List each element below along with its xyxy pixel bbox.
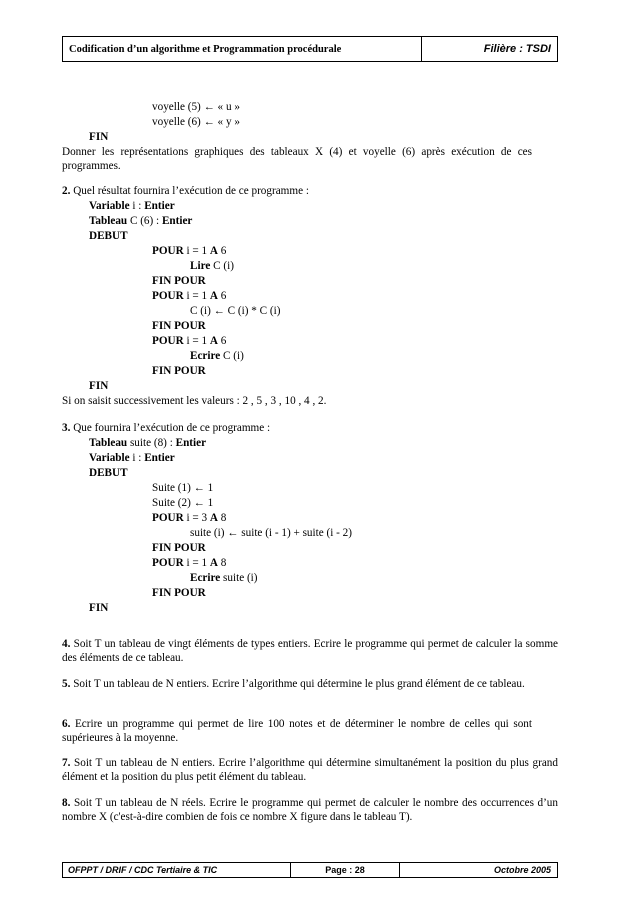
code-line: Ecrire C (i) (190, 350, 244, 362)
question-4: 4. Soit T un tableau de vingt éléments de types entiers. Ecrire le programme qui permet de calculer la somme des éléments de ce tableau. (62, 638, 558, 664)
code-line: Suite (2) ← 1 (152, 497, 214, 509)
code-line: Variable i : Entier (89, 200, 175, 212)
code-line: Ecrire suite (i) (190, 572, 258, 584)
code-fin: FIN (89, 380, 109, 392)
code-line: POUR i = 1 A 8 (152, 557, 227, 569)
code-line: voyelle (6) ← « y » (152, 116, 240, 128)
question-5: 5. Soit T un tableau de N entiers. Ecrire l’algorithme qui détermine le plus grand élément de ce tableau. (62, 678, 525, 690)
question-2-title: 2. Quel résultat fournira l’exécution de ce programme : (62, 185, 309, 197)
question-6: 6. Ecrire un programme qui permet de lire 100 notes et de déterminer le nombre de celles qui sont supérieures à la moyenne. (62, 718, 532, 744)
page-footer (62, 862, 558, 878)
footer-organization: OFPPT / DRIF / CDC Tertiaire & TIC (63, 863, 291, 877)
footer-date: Octobre 2005 (493, 865, 551, 875)
code-line: voyelle (5) ← « u » (152, 101, 240, 113)
code-line: DEBUT (89, 230, 128, 242)
code-line: Suite (1) ← 1 (152, 482, 214, 494)
header-filiere: Filière : TSDI (483, 43, 551, 55)
paragraph: Si on saisit successivement les valeurs : 2 , 5 , 3 , 10 , 4 , 2. (62, 395, 327, 407)
page-header (62, 36, 558, 62)
code-line: FIN POUR (152, 542, 206, 554)
code-fin: FIN (89, 602, 109, 614)
code-line: POUR i = 1 A 6 (152, 245, 227, 257)
code-line: FIN POUR (152, 587, 206, 599)
question-7: 7. Soit T un tableau de N entiers. Ecrire l’algorithme qui détermine simultanément la position du plus grand élément et la position du plus petit élément du tableau. (62, 757, 558, 783)
code-line: C (i) ← C (i) * C (i) (190, 305, 281, 317)
code-line: FIN POUR (152, 365, 206, 377)
code-line: POUR i = 1 A 6 (152, 335, 227, 347)
code-line: POUR i = 3 A 8 (152, 512, 227, 524)
header-title: Codification d’un algorithme et Programmation procédurale (63, 37, 422, 61)
code-line: Tableau C (6) : Entier (89, 215, 193, 227)
code-line: FIN POUR (152, 275, 206, 287)
code-line: Variable i : Entier (89, 452, 175, 464)
question-8: 8. Soit T un tableau de N réels. Ecrire le programme qui permet de calculer le nombre des occurrences d’un nombre X (c'est-à-dire combien de fois ce nombre X figure dans le tableau T). (62, 797, 558, 823)
code-line: suite (i) ← suite (i - 1) + suite (i - 2) (190, 527, 352, 539)
footer-page-number: Page : 28 (291, 863, 400, 877)
code-line: POUR i = 1 A 6 (152, 290, 227, 302)
question-3-title: 3. Que fournira l’exécution de ce programme : (62, 422, 271, 434)
code-line: DEBUT (89, 467, 128, 479)
code-line: Tableau suite (8) : Entier (89, 437, 207, 449)
paragraph: Donner les représentations graphiques des tableaux X (4) et voyelle (6) après exécution de ces programmes. (62, 146, 532, 172)
code-line: FIN POUR (152, 320, 206, 332)
code-line: Lire C (i) (190, 260, 234, 272)
code-fin: FIN (89, 131, 109, 143)
